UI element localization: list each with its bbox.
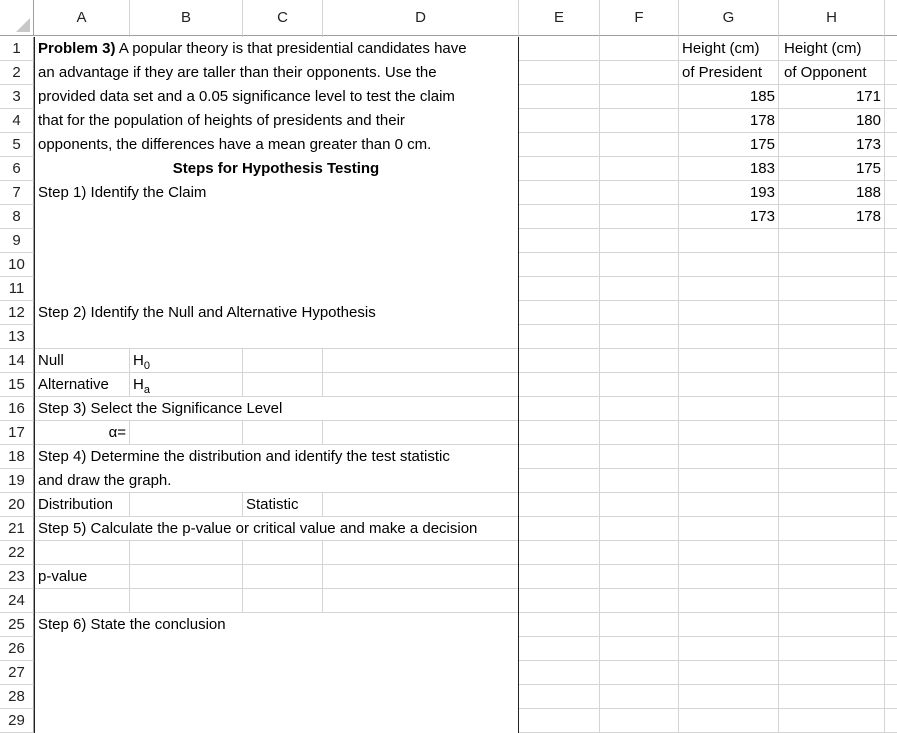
steps-heading[interactable]: Steps for Hypothesis Testing xyxy=(172,160,380,177)
alternative-label[interactable]: Alternative xyxy=(38,376,109,393)
problem-line-4[interactable]: that for the population of heights of presidents and their xyxy=(38,112,405,129)
alpha-label[interactable]: α= xyxy=(108,424,126,441)
row-header[interactable]: 9 xyxy=(0,229,34,253)
gridline xyxy=(519,324,897,325)
column-header-i[interactable] xyxy=(885,0,897,36)
gridline xyxy=(519,660,897,661)
column-header-b[interactable]: B xyxy=(130,0,243,36)
null-subscript: 0 xyxy=(143,360,150,372)
gridline xyxy=(519,708,897,709)
problem-line-3[interactable]: provided data set and a 0.05 significance level to test the claim xyxy=(38,88,455,105)
column-header-h[interactable]: H xyxy=(779,0,885,36)
step3-text[interactable]: Step 3) Select the Significance Level xyxy=(38,400,283,417)
row-header[interactable]: 20 xyxy=(0,493,34,517)
gridline xyxy=(519,252,897,253)
gridline xyxy=(519,612,897,613)
column-header-e[interactable]: E xyxy=(519,0,600,36)
gridline xyxy=(519,516,897,517)
problem-line-5[interactable]: opponents, the differences have a mean greater than 0 cm. xyxy=(38,136,432,153)
row-header[interactable]: 29 xyxy=(0,709,34,733)
gridline xyxy=(519,468,897,469)
row-header[interactable]: 22 xyxy=(0,541,34,565)
row-header[interactable]: 23 xyxy=(0,565,34,589)
president-height-cell[interactable]: 173 xyxy=(749,208,775,225)
step4-line-2[interactable]: and draw the graph. xyxy=(38,472,172,489)
row-header[interactable]: 11 xyxy=(0,277,34,301)
president-height-cell[interactable]: 183 xyxy=(749,160,775,177)
step1-text[interactable]: Step 1) Identify the Claim xyxy=(38,184,207,201)
row-header[interactable]: 26 xyxy=(0,637,34,661)
row-header[interactable]: 19 xyxy=(0,469,34,493)
president-height-cell[interactable]: 175 xyxy=(749,136,775,153)
gridline xyxy=(519,444,897,445)
column-header-g[interactable]: G xyxy=(679,0,779,36)
opponent-height-cell[interactable]: 178 xyxy=(855,208,881,225)
gridline xyxy=(519,276,897,277)
row-header[interactable]: 28 xyxy=(0,685,34,709)
distribution-label[interactable]: Distribution xyxy=(38,496,114,513)
problem-line-1-text: A popular theory is that presidential candidates have xyxy=(115,40,467,57)
gridline xyxy=(519,372,897,373)
step6-text[interactable]: Step 6) State the conclusion xyxy=(38,616,226,633)
row-header[interactable]: 16 xyxy=(0,397,34,421)
opponent-height-cell[interactable]: 173 xyxy=(855,136,881,153)
opponent-header-line-1[interactable]: Height (cm) xyxy=(784,40,862,57)
row-header[interactable]: 15 xyxy=(0,373,34,397)
opponent-height-cell[interactable]: 175 xyxy=(855,160,881,177)
column-header-f[interactable]: F xyxy=(600,0,679,36)
president-height-cell[interactable]: 193 xyxy=(749,184,775,201)
gridline xyxy=(519,588,897,589)
alternative-subscript: a xyxy=(143,384,150,396)
row-header[interactable]: 25 xyxy=(0,613,34,637)
select-all-triangle-icon xyxy=(16,18,30,32)
alternative-symbol[interactable]: $H_a$ xyxy=(133,376,150,396)
opponent-height-cell[interactable]: 180 xyxy=(855,112,881,129)
gridline xyxy=(519,420,897,421)
row-header[interactable]: 2 xyxy=(0,61,34,85)
president-height-cell[interactable]: 178 xyxy=(749,112,775,129)
problem-line-2[interactable]: an advantage if they are taller than their opponents. Use the xyxy=(38,64,437,81)
row-header[interactable]: 7 xyxy=(0,181,34,205)
opponent-header-line-2[interactable]: of Opponent xyxy=(784,64,867,81)
row-header[interactable]: 3 xyxy=(0,85,34,109)
president-height-cell[interactable]: 185 xyxy=(749,88,775,105)
select-all-corner[interactable] xyxy=(0,0,34,36)
row-header[interactable]: 12 xyxy=(0,301,34,325)
opponent-height-cell[interactable]: 171 xyxy=(855,88,881,105)
gridline xyxy=(519,300,897,301)
column-header-d[interactable]: D xyxy=(323,0,519,36)
row-header[interactable]: 18 xyxy=(0,445,34,469)
row-header[interactable]: 13 xyxy=(0,325,34,349)
column-header-a[interactable]: A xyxy=(34,0,130,36)
problem-label: Problem 3) xyxy=(38,40,116,57)
problem-line-1[interactable] xyxy=(38,37,467,61)
pvalue-label[interactable]: p-value xyxy=(38,568,88,585)
row-header[interactable]: 4 xyxy=(0,109,34,133)
gridline xyxy=(519,684,897,685)
row-header[interactable]: 8 xyxy=(0,205,34,229)
null-label[interactable]: Null xyxy=(38,352,64,369)
opponent-height-cell[interactable]: 188 xyxy=(855,184,881,201)
row-header[interactable]: 27 xyxy=(0,661,34,685)
president-header-line-1[interactable]: Height (cm) xyxy=(682,40,760,57)
step4-line-1[interactable]: Step 4) Determine the distribution and identify the test statistic xyxy=(38,448,450,465)
row-header[interactable]: 14 xyxy=(0,349,34,373)
president-header-line-2[interactable]: of President xyxy=(682,64,763,81)
step2-text[interactable]: Step 2) Identify the Null and Alternative Hypothesis xyxy=(38,304,376,321)
statistic-label[interactable]: Statistic xyxy=(246,496,299,513)
gridline xyxy=(519,492,897,493)
row-header[interactable]: 24 xyxy=(0,589,34,613)
gridline xyxy=(519,540,897,541)
null-symbol[interactable]: $H_0$ xyxy=(133,352,150,372)
gridline xyxy=(519,636,897,637)
row-header[interactable]: 1 xyxy=(0,37,34,61)
row-header[interactable]: 17 xyxy=(0,421,34,445)
row-header[interactable]: 21 xyxy=(0,517,34,541)
row-header[interactable]: 10 xyxy=(0,253,34,277)
gridline xyxy=(519,564,897,565)
row-header[interactable]: 5 xyxy=(0,133,34,157)
gridline xyxy=(519,348,897,349)
step5-text[interactable]: Step 5) Calculate the p-value or critical value and make a decision xyxy=(38,520,478,537)
gridline xyxy=(519,396,897,397)
row-header[interactable]: 6 xyxy=(0,157,34,181)
column-header-c[interactable]: C xyxy=(243,0,323,36)
